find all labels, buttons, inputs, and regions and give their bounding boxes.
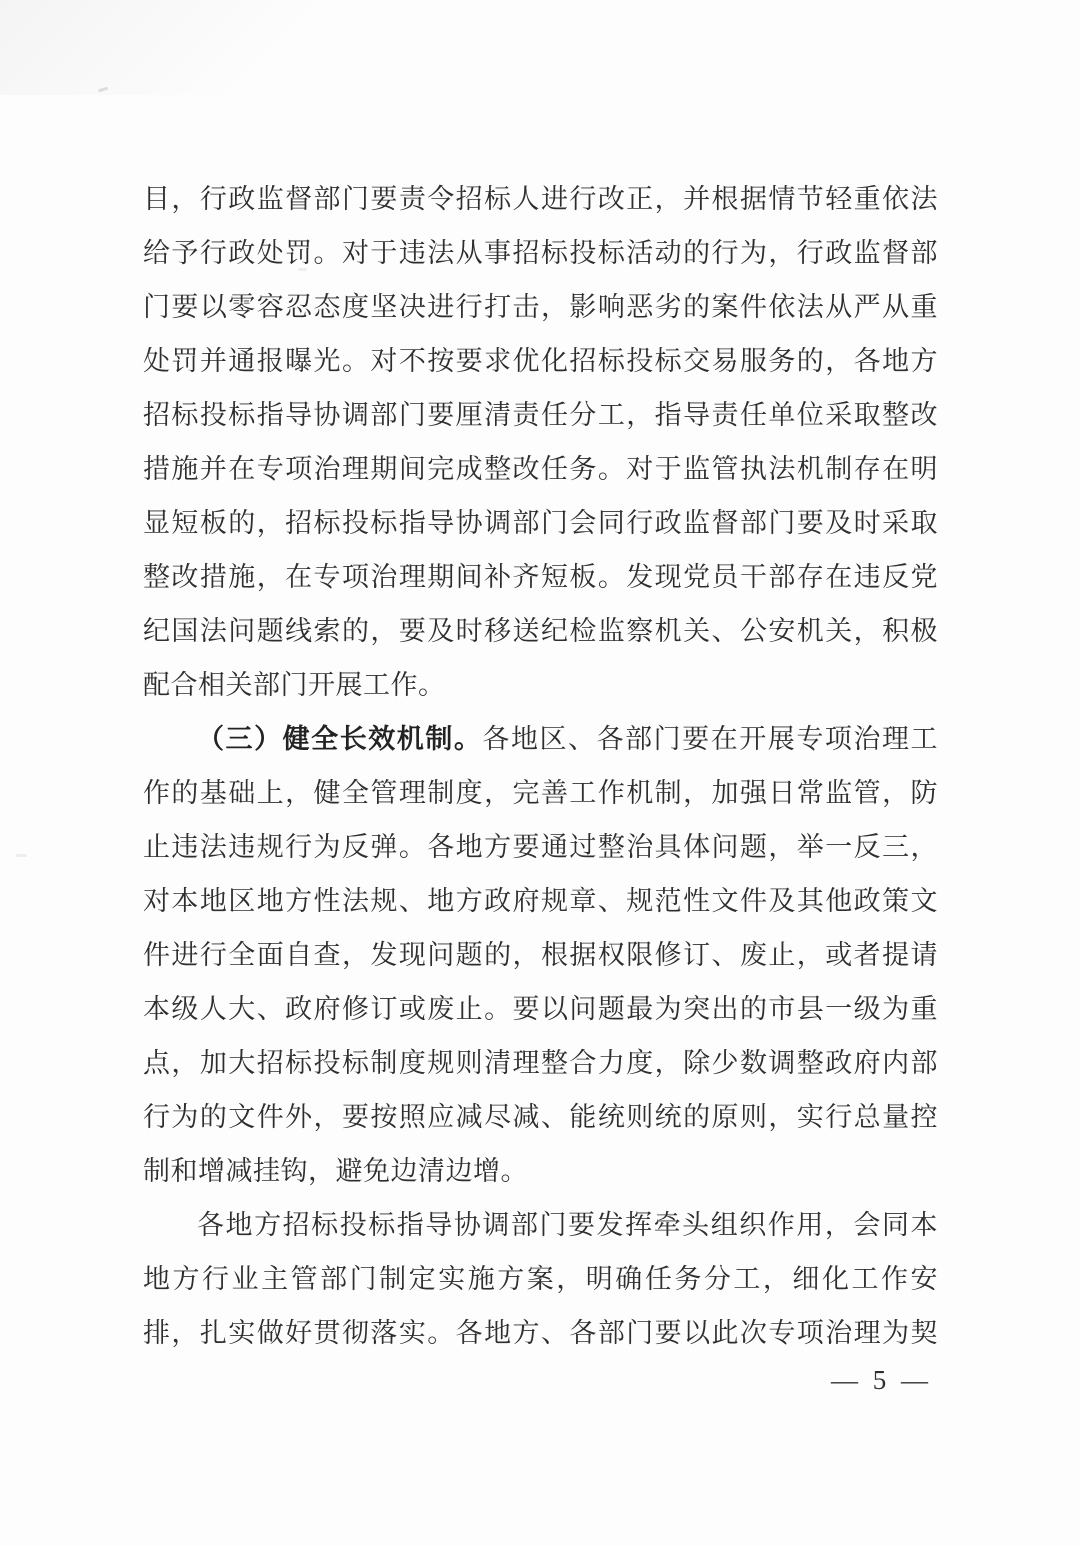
scan-shading — [0, 0, 390, 95]
text-line: 措施并在专项治理期间完成整改任务。对于监管执法机制存在明 — [143, 454, 938, 484]
text-line — [143, 712, 938, 766]
text-line: 给予行政处罚。对于违法从事招标投标活动的行为，行政监督部 — [143, 238, 938, 268]
text-line: 止违法违规行为反弹。各地方要通过整治具体问题，举一反三， — [143, 832, 938, 862]
text-line: 目，行政监督部门要责令招标人进行改正，并根据情节轻重依法 — [143, 184, 938, 214]
text-line: 门要以零容忍态度坚决进行打击，影响恶劣的案件依法从严从重 — [143, 292, 938, 322]
paragraph-closing — [143, 1198, 938, 1360]
text-span: 各地区、各部门要在开展专项治理工 — [482, 724, 938, 754]
scan-artifact — [98, 87, 108, 93]
text-line: 整改措施，在专项治理期间补齐短板。发现党员干部存在违反党 — [143, 562, 938, 592]
text-line: 纪国法问题线索的，要及时移送纪检监察机关、公安机关，积极 — [143, 616, 938, 646]
text-line: 本级人大、政府修订或废止。要以问题最为突出的市县一级为重 — [143, 994, 938, 1024]
section-heading: （三）健全长效机制。 — [197, 724, 483, 754]
text-line: 招标投标指导协调部门要厘清责任分工，指导责任单位采取整改 — [143, 400, 938, 430]
text-line: 处罚并通报曝光。对不按要求优化招标投标交易服务的，各地方 — [143, 346, 938, 376]
text-line: 件进行全面自查，发现问题的，根据权限修订、废止，或者提请 — [143, 940, 938, 970]
paragraph-section-three — [143, 712, 938, 1198]
text-line: 行为的文件外，要按照应减尽减、能统则统的原则，实行总量控 — [143, 1102, 938, 1132]
document-body — [143, 172, 938, 1360]
text-line: 制和增减挂钩，避免边清边增。 — [143, 1156, 528, 1186]
paragraph-continuation — [143, 172, 938, 712]
text-line: 点，加大招标投标制度规则清理整合力度，除少数调整政府内部 — [143, 1048, 938, 1078]
text-line: 显短板的，招标投标指导协调部门会同行政监督部门要及时采取 — [143, 508, 938, 538]
scan-artifact — [16, 854, 27, 857]
text-line: 对本地区地方性法规、地方政府规章、规范性文件及其他政策文 — [143, 886, 938, 916]
text-line: 地方行业主管部门制定实施方案，明确任务分工，细化工作安 — [143, 1264, 938, 1294]
text-line: 配合相关部门开展工作。 — [143, 670, 446, 700]
page-number: — 5 — — [831, 1365, 932, 1395]
text-line: 各地方招标投标指导协调部门要发挥牵头组织作用，会同本 — [197, 1210, 938, 1240]
text-line: 排，扎实做好贯彻落实。各地方、各部门要以此次专项治理为契 — [143, 1318, 938, 1348]
text-line: 作的基础上，健全管理制度，完善工作机制，加强日常监管，防 — [143, 778, 938, 808]
